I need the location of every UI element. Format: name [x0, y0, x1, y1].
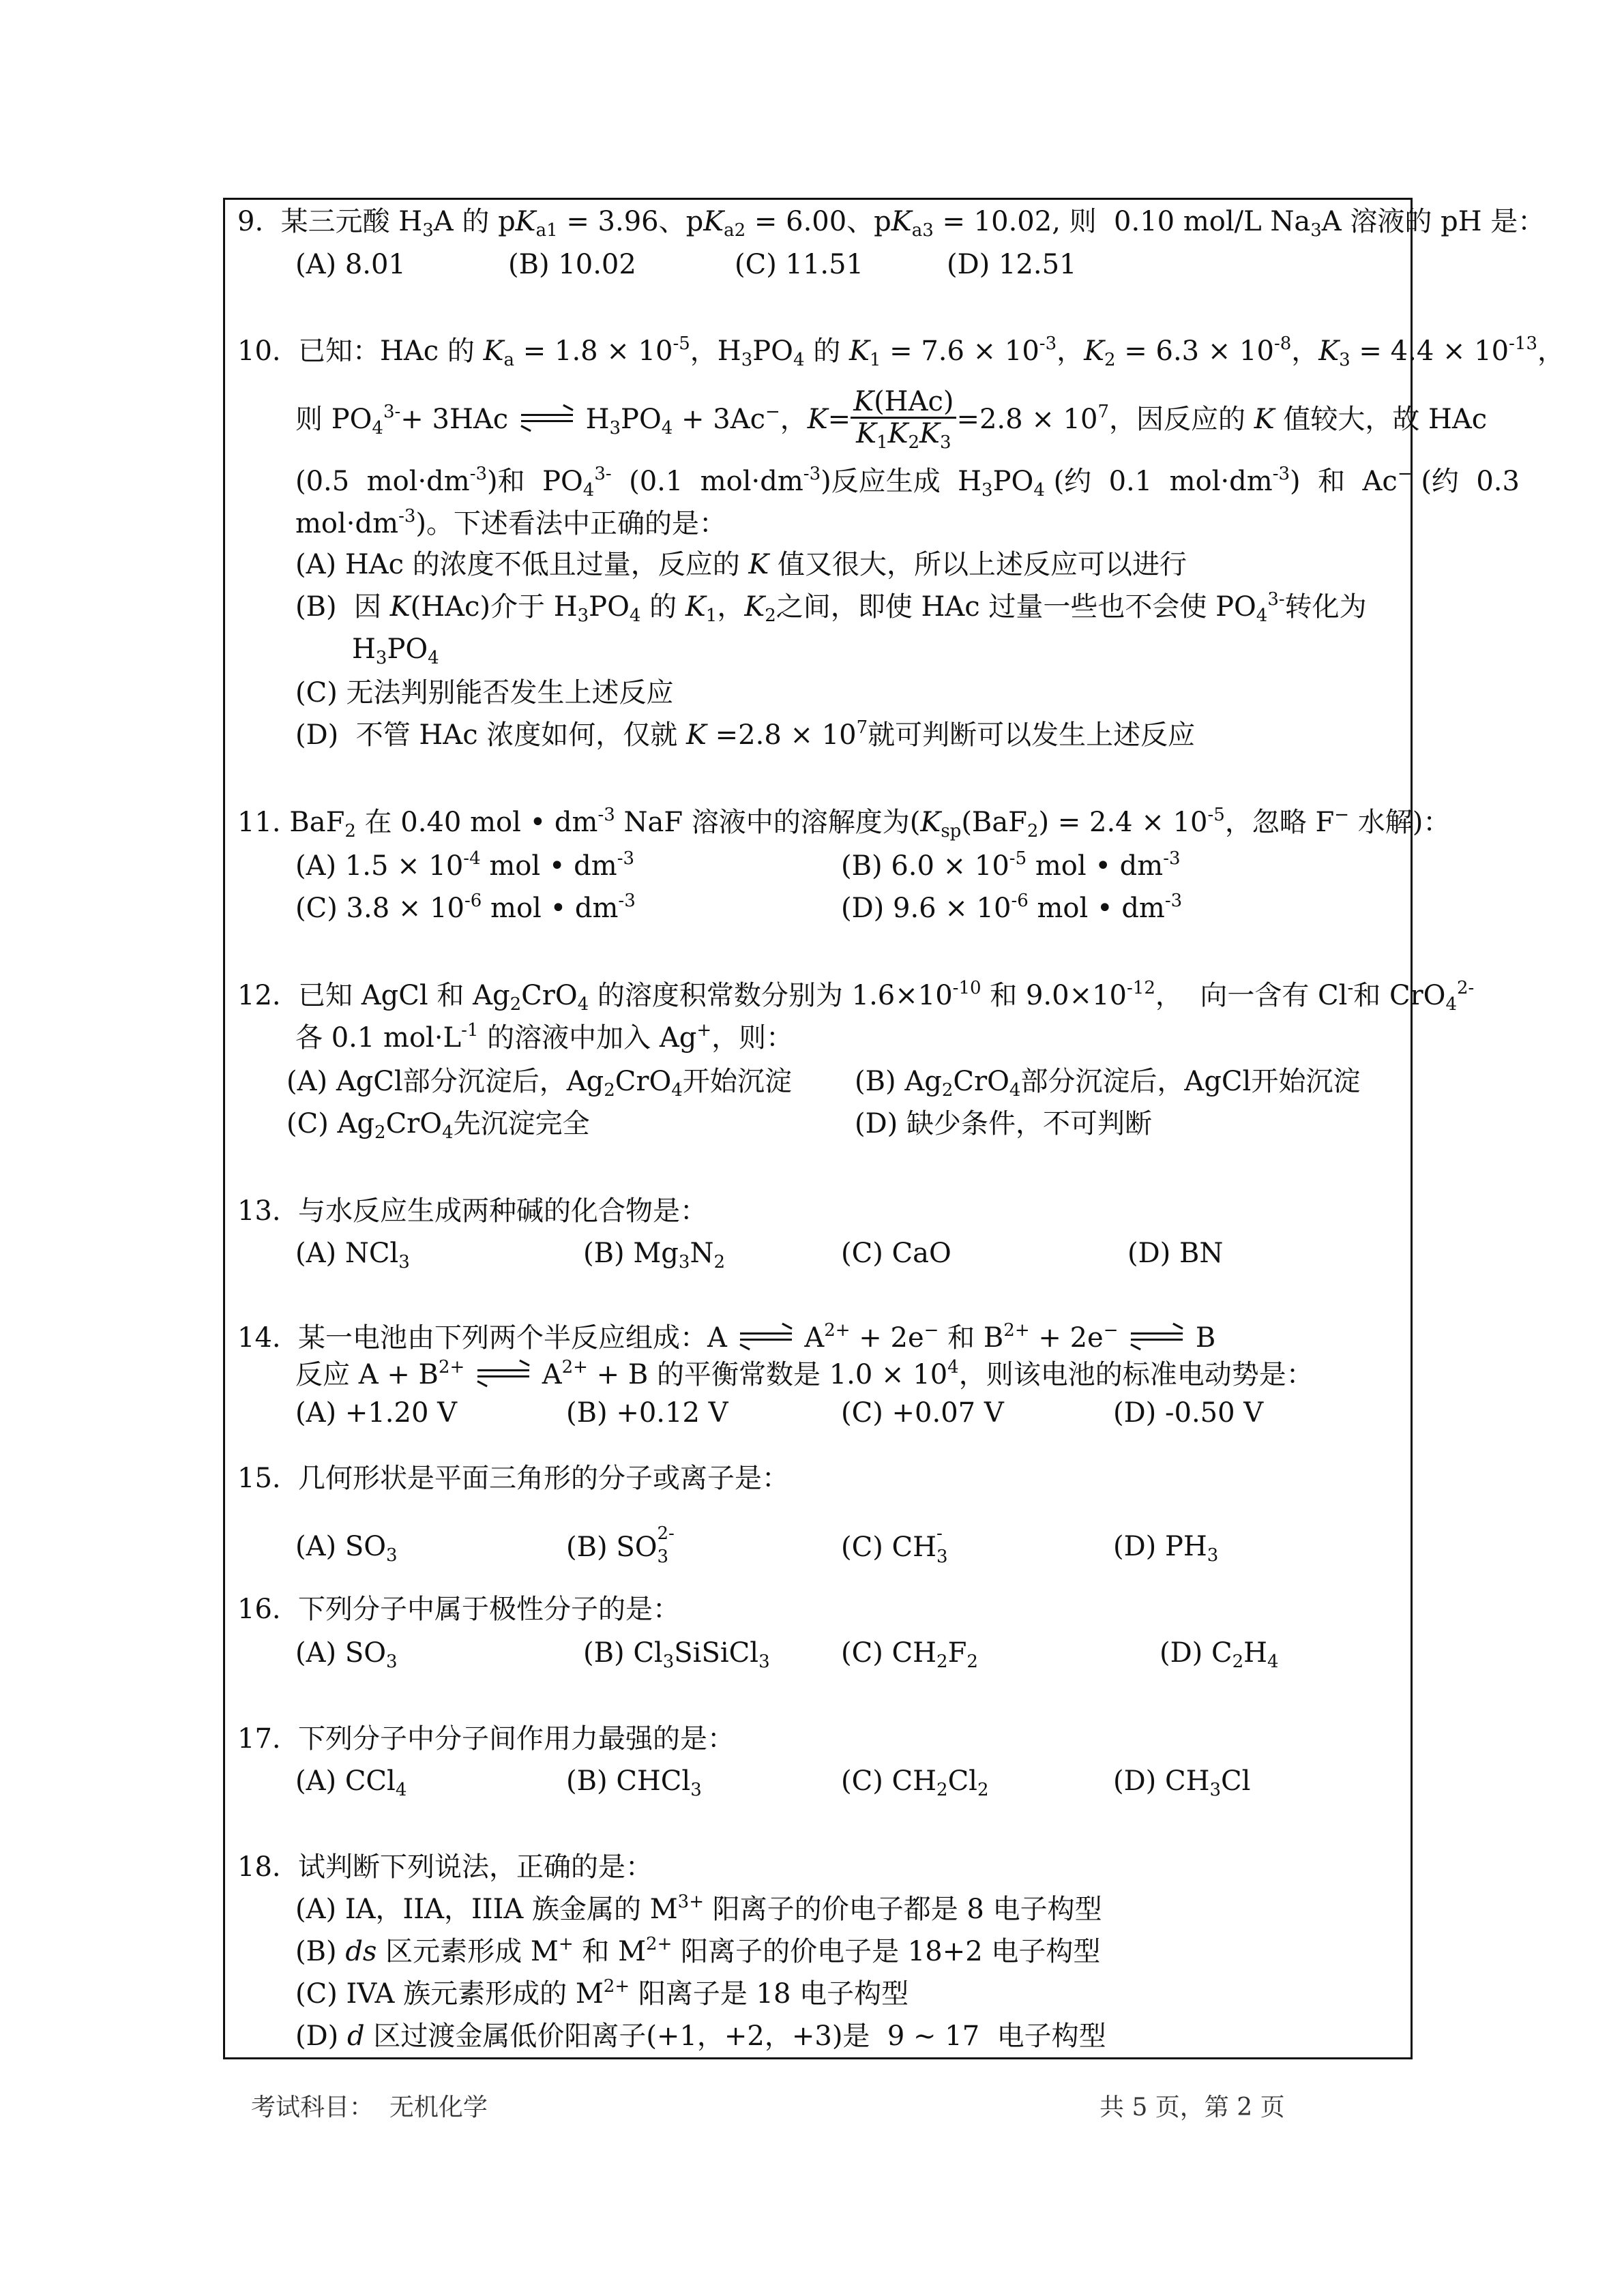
q18-option-b: (B) ds 区元素形成 M+ 和 $M^{2+}$ 阳离子的价电子是 18+2 电子构型 — [295, 1934, 1101, 1967]
q16-text: 下列分子中属于极性分子的是： — [298, 1594, 681, 1625]
equilibrium-arrow-icon — [1131, 1330, 1183, 1343]
q11-option-b: (B) $6.0 \times 10^{-5}$ mol • $dm^{-3}$ — [841, 848, 1181, 882]
q18-option-d: (D) d 区过渡金属低价阳离子(+1，+2，+3)是 9 ~ 17 电子构型 — [295, 2021, 1106, 2052]
question-11: 11. BaF$_2$ 在 0.40 mol • $dm^{-3}$ NaF 溶液中的溶解度为($K_{sp}(BaF_2) = 2.4 \times 10^{-5}$，忽略 F− 水解)： — [237, 805, 1451, 841]
q17-option-b: (B) CHCl$_3$ — [566, 1765, 702, 1800]
q12-option-b: (B) $Ag_2CrO_4$部分沉淀后，AgCl开始沉淀 — [855, 1066, 1361, 1101]
equilibrium-arrow-icon — [740, 1330, 792, 1343]
exam-subject — [251, 2088, 488, 2123]
q9-option-a: (A) 8.01 — [295, 249, 406, 280]
equilibrium-arrow-icon — [521, 412, 573, 424]
q14-line2: 反应 $A + B^{2+}$ $A^{2+} + B$ 的平衡常数是 $1.0 \times 10^4$，则该电池的标准电动势是： — [295, 1357, 1314, 1390]
subject-label: 考试科目： — [251, 2093, 374, 2121]
q13-text: 与水反应生成两种碱的化合物是： — [298, 1195, 708, 1227]
q10-option-a: (A) HAc 的浓度不低且过量，反应的 K 值又很大，所以上述反应可以进行 — [295, 549, 1187, 580]
subject-name: 无机化学 — [389, 2093, 488, 2121]
q16-option-d: (D) $C_2H_4$ — [1160, 1637, 1279, 1672]
q18-option-c: (C) IVA 族元素形成的 $M^{2+}$ 阳离子是 18 电子构型 — [295, 1976, 909, 2010]
question-17: 17. 下列分子中分子间作用力最强的是： — [237, 1723, 735, 1755]
question-13: 13. 与水反应生成两种碱的化合物是： — [237, 1195, 708, 1227]
q15-option-c: (C) CH - 3 — [841, 1523, 948, 1567]
q13-option-d: (D) BN — [1127, 1238, 1224, 1269]
q10-option-b-cont: $H_3PO_4$ — [352, 633, 439, 668]
q15-option-d: (D) $PH_3$ — [1113, 1531, 1219, 1566]
q15-option-a: (A) $SO_3$ — [295, 1531, 398, 1566]
question-10: 10. 已知：HAc 的 $K_a = 1.8 \times 10^{-5}$，$H_3PO_4$ 的 $K_1 = 7.6 \times 10^{-3}$，$K_2 = 6.3 \times 10^{-8}$，$K_3 = 4.4 \times 10^{-13}$， — [237, 333, 1565, 370]
q10-line4: $mol\cdot dm^{-3}$)。下述看法中正确的是： — [295, 506, 726, 539]
q13-option-c: (C) CaO — [841, 1238, 951, 1269]
page-counter: 共 5 页，第 2 页 — [1099, 2093, 1285, 2121]
q14-option-d: (D) -0.50 V — [1113, 1397, 1264, 1429]
q10-option-d: (D) 不管 HAc 浓度如何，仅就 $K =2.8 \times 10^7$就可判断可以发生上述反应 — [295, 717, 1196, 751]
q17-option-c: (C) $CH_2Cl_2$ — [841, 1765, 989, 1800]
q9-option-b: (B) 10.02 — [508, 249, 636, 280]
q10-option-b: (B) 因 K(HAc)介于 $H_3PO_4$ 的 $K_1$，$K_2$之间，即使 HAc 过量一些也不会使 $PO_4^{3-}$转化为 — [295, 589, 1367, 626]
q10-reaction: 则 $PO_4^{3-}+ 3HAc$ $H_3PO_4 + 3Ac^-$，K= $\frac{\text{K(HAc)}}{K_1K_2K_3}$ $=2.8 \times 10^7$，因反应的 K 值较大，故 HAc — [295, 385, 1488, 453]
q12-option-d: (D) 缺少条件，不可判断 — [855, 1108, 1152, 1139]
question-16: 16. 下列分子中属于极性分子的是： — [237, 1594, 681, 1625]
q11-option-a: (A) $1.5 \times 10^{-4}$ mol • $dm^{-3}$ — [295, 848, 635, 882]
q11-option-d: (D) $9.6 \times 10^{-6}$ mol • $dm^{-3}$ — [841, 891, 1183, 924]
q16-option-c: (C) $CH_2F_2$ — [841, 1637, 978, 1672]
q10-option-c: (C) 无法判别能否发生上述反应 — [295, 677, 674, 709]
q18-option-a: (A) IA，IIA，IIIA 族金属的 $M^{3+}$ 阳离子的价电子都是 8 电子构型 — [295, 1892, 1102, 1925]
q13-option-b: (B) $Mg_3N_2$ — [583, 1238, 725, 1272]
q10-line3: (0.5 $mol\cdot dm^{-3}$)和 $PO_4^{3-}$ (0.1 $mol\cdot dm^{-3}$)反应生成 $H_3PO_4$ (约 0.1 $mol\cdot dm^{-3}$) 和 Ac− (约 0.3 — [295, 464, 1520, 501]
question-18: 18. 试判断下列说法，正确的是： — [237, 1851, 653, 1883]
q14-option-b: (B) +0.12 V — [566, 1397, 728, 1429]
q17-option-d: (D) $CH_3Cl$ — [1113, 1765, 1251, 1800]
q12-option-a: (A) AgCl部分沉淀后，$Ag_2CrO_4$开始沉淀 — [286, 1066, 792, 1101]
q9-option-c: (C) 11.51 — [735, 249, 864, 280]
question-14: 14. 某一电池由下列两个半反应组成：A $A^{2+} + 2e^-$ 和 $B^{2+} + 2e^-$ B — [237, 1320, 1216, 1354]
q12-option-c: (C) $Ag_2CrO_4$先沉淀完全 — [286, 1108, 590, 1143]
q17-option-a: (A) CCl$_4$ — [295, 1765, 407, 1800]
q18-text: 试判断下列说法，正确的是： — [298, 1851, 653, 1883]
q14-option-c: (C) +0.07 V — [841, 1397, 1004, 1429]
q15-text: 几何形状是平面三角形的分子或离子是： — [298, 1463, 790, 1494]
equilibrium-arrow-icon — [477, 1367, 529, 1380]
question-15: 15. 几何形状是平面三角形的分子或离子是： — [237, 1463, 790, 1494]
q12-line2: 各 0.1 $mol\cdot L^{-1}$ 的溶液中加入 Ag+，则： — [295, 1020, 794, 1054]
q9-option-d: (D) 12.51 — [947, 249, 1077, 280]
question-9: 9. 某三元酸 $H_3A$ 的 $pK_{a1} = 3.96$、$pK_{a2} = 6.00$、$pK_{a3} = 10.02$, 则 0.10 mol/L $Na_3A$ 溶液的 pH 是： — [237, 206, 1546, 241]
q17-text: 下列分子中分子间作用力最强的是： — [298, 1723, 735, 1755]
q15-option-b: (B) SO 2- 3 — [566, 1523, 675, 1567]
q11-option-c: (C) $3.8 \times 10^{-6}$ mol • $dm^{-3}$ — [295, 891, 636, 924]
question-12: 12. 已知 AgCl 和 $Ag_2CrO_4$ 的溶度积常数分别为 $1.6\times 10^{-10}$ 和 $9.0\times 10^{-12}$， 向一含有 Cl-和 CrO$_4^{2-}$ — [237, 978, 1475, 1015]
q13-option-a: (A) NCl$_3$ — [295, 1238, 410, 1272]
q16-option-b: (B) $Cl_3SiSiCl_3$ — [583, 1637, 770, 1672]
q14-option-a: (A) +1.20 V — [295, 1397, 457, 1429]
q16-option-a: (A) $SO_3$ — [295, 1637, 398, 1672]
